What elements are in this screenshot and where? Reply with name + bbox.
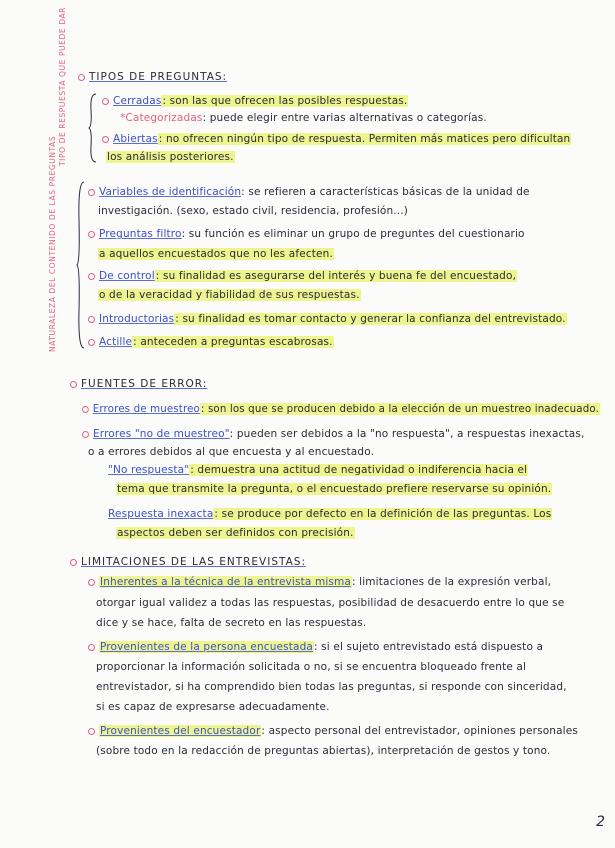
list-item: Respuesta inexacta: se produce por defecto en la definición de las preguntas. Los (108, 508, 552, 520)
list-item: Preguntas filtro: su función es eliminar un grupo de preguntes del cuestionario (88, 228, 525, 240)
list-item: investigación. (sexo, estado civil, residencia, profesión...) (98, 205, 409, 217)
list-item: dice y se hace, falta de secreto en las respuestas. (96, 617, 367, 629)
section-title-tipos: TIPOS DE PREGUNTAS: (78, 71, 227, 83)
brace-icon (76, 180, 86, 350)
section-title-fuentes: FUENTES DE ERROR: (70, 378, 207, 390)
list-item: o de la veracidad y fiabilidad de sus respuestas. (99, 289, 360, 301)
side-label-naturaleza: NATURALEZA DEL CONTENIDO DE LAS PREGUNTAS (48, 135, 57, 352)
list-item: aspectos deben ser definidos con precisión. (117, 527, 354, 539)
list-item: Errores "no de muestreo": pueden ser debidos a la "no respuesta", a respuestas inexactas, (82, 428, 584, 440)
bullet-icon (88, 644, 95, 651)
list-item: De control: su finalidad es asegurarse del interés y buena fe del encuestado, (88, 270, 517, 282)
list-item: Inherentes a la técnica de la entrevista misma: limitaciones de la expresión verbal, (88, 576, 551, 588)
bullet-icon (88, 728, 95, 735)
bullet-icon (82, 431, 89, 438)
bullet-icon (70, 559, 77, 566)
list-item: *Categorizadas: puede elegir entre varias alternativas o categorías. (120, 112, 487, 124)
page-number: 2 (596, 814, 605, 830)
list-item: Actille: anteceden a preguntas escabrosas. (88, 336, 334, 348)
list-item: Errores de muestreo: son los que se producen debido a la elección de un muestreo inadecuado. (82, 403, 600, 415)
bullet-icon (88, 316, 95, 323)
bullet-icon (88, 579, 95, 586)
bullet-icon (88, 339, 95, 346)
list-item: "No respuesta": demuestra una actitud de negatividad o indiferencia hacia el (108, 464, 528, 476)
list-item: Variables de identificación: se refieren a características básicas de la unidad de (88, 186, 530, 198)
list-item: Provenientes de la persona encuestada: si el sujeto entrevistado está dispuesto a (88, 641, 543, 653)
bullet-icon (88, 273, 95, 280)
bullet-icon (88, 231, 95, 238)
list-item: Cerradas: son las que ofrecen las posibles respuestas. (102, 95, 408, 107)
list-item: Provenientes del encuestador: aspecto personal del entrevistador, opiniones personales (88, 725, 578, 737)
list-item: otorgar igual validez a todas las respuestas, posibilidad de desacuerdo entre lo que se (96, 597, 565, 609)
bullet-icon (70, 381, 77, 388)
list-item: los análisis posteriores. (107, 151, 234, 163)
bullet-icon (102, 98, 109, 105)
list-item: tema que transmite la pregunta, o el encuestado prefiere reservarse su opinión. (117, 483, 552, 495)
side-label-tipo-respuesta: TIPO DE RESPUESTA QUE PUEDE DAR (58, 7, 67, 166)
list-item: entrevistador, si ha comprendido bien todas las preguntas, si responde con sinceridad, (96, 681, 567, 693)
bullet-icon (82, 406, 89, 413)
section-title-limitaciones: LIMITACIONES DE LAS ENTREVISTAS: (70, 556, 306, 568)
list-item: Introductorias: su finalidad es tomar contacto y generar la confianza del entrevistado. (88, 313, 567, 325)
bullet-icon (102, 136, 109, 143)
bullet-icon (78, 74, 85, 81)
list-item: a aquellos encuestados que no les afecten. (99, 248, 333, 260)
list-item: Abiertas: no ofrecen ningún tipo de respuesta. Permiten más matices pero dificultan (102, 133, 571, 145)
list-item: o a errores debidos al que encuesta y al encuestado. (88, 446, 375, 458)
list-item: si es capaz de expresarse adecuadamente. (96, 701, 330, 713)
bullet-icon (88, 189, 95, 196)
brace-icon (88, 92, 98, 164)
list-item: (sobre todo en la redacción de preguntas abiertas), interpretación de gestos y tono. (96, 745, 551, 757)
list-item: proporcionar la información solicitada o no, si se encuentra bloqueado frente al (96, 661, 527, 673)
